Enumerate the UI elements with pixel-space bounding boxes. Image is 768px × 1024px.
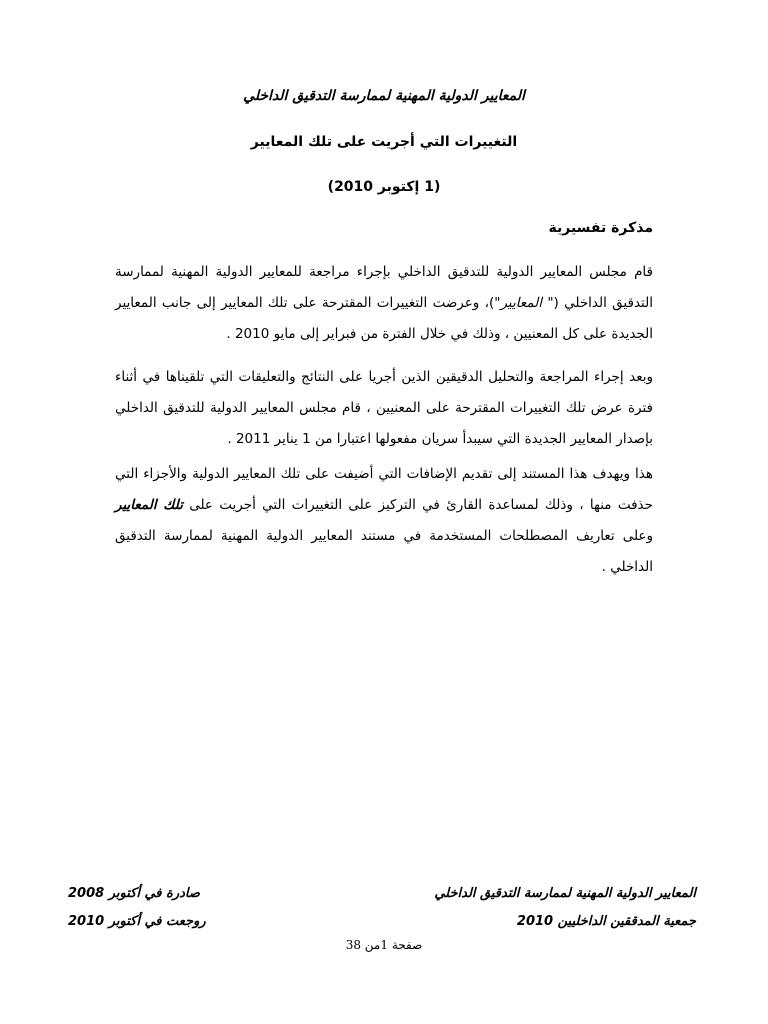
paragraph-1-text-b: ")، وعرضت التغييرات المقترحة على تلك المعايير إلى جانب المعايير الجديدة على كل المعنيين ، وذلك في خلال الفترة من فبراير إلى مايو 2010 .	[115, 295, 653, 342]
footer-institute: جمعية المدققين الداخليين 2010	[516, 914, 696, 929]
paragraph-2: وبعد إجراء المراجعة والتحليل الدقيقين الذين أجريا على النتائج والتعليقات التي تلقيناها في أثناء فترة عرض تلك التغييرات المقترحة على المعنيين ، قام مجلس المعايير الدولية للتدقيق الداخلي بإصدار المعايير الجديدة التي سيبدأ سريان مفعولها اعتبارا من 1 يناير 2011 .	[115, 369, 653, 447]
document-subtitle: التغييرات التي أجريت على تلك المعايير	[250, 134, 518, 150]
footer-revised-date: روجعت في أكتوبر 2010	[68, 914, 206, 929]
paragraph-3-text-a: هذا ويهدف هذا المستند إلى تقديم الإضافات التي أضيفت على تلك المعايير الدولية والأجزاء التي حذفت منها ، وذلك لمساعدة القارئ في التركيز على التغييرات التي أجريت على	[115, 466, 653, 513]
page-number: صفحة 1من 38	[345, 938, 423, 952]
document-title: المعايير الدولية المهنية لممارسة التدقيق الداخلي	[243, 88, 525, 104]
paragraph-3-italic: تلك المعايير	[115, 497, 183, 513]
document-date: (1 إكتوبر 2010)	[327, 179, 441, 195]
paragraph-1	[115, 257, 653, 350]
paragraph-1-text-a: قام مجلس المعايير الدولية للتدقيق الداخلي بإجراء مراجعة للمعايير الدولية المهنية لممارسة التدقيق الداخلي ("	[115, 264, 653, 311]
paragraph-1-italic: المعايير	[500, 295, 543, 311]
footer-standards-title: المعايير الدولية المهنية لممارسة التدقيق الداخلي	[434, 886, 696, 901]
section-heading: مذكرة تفسيرية	[548, 220, 653, 236]
paragraph-3-text-b: وعلى تعاريف المصطلحات المستخدمة في مستند المعايير الدولية المهنية لممارسة التدقيق الداخلي .	[115, 528, 653, 575]
paragraph-3	[115, 459, 653, 583]
footer-issued-date: صادرة في أكتوبر 2008	[68, 886, 200, 901]
